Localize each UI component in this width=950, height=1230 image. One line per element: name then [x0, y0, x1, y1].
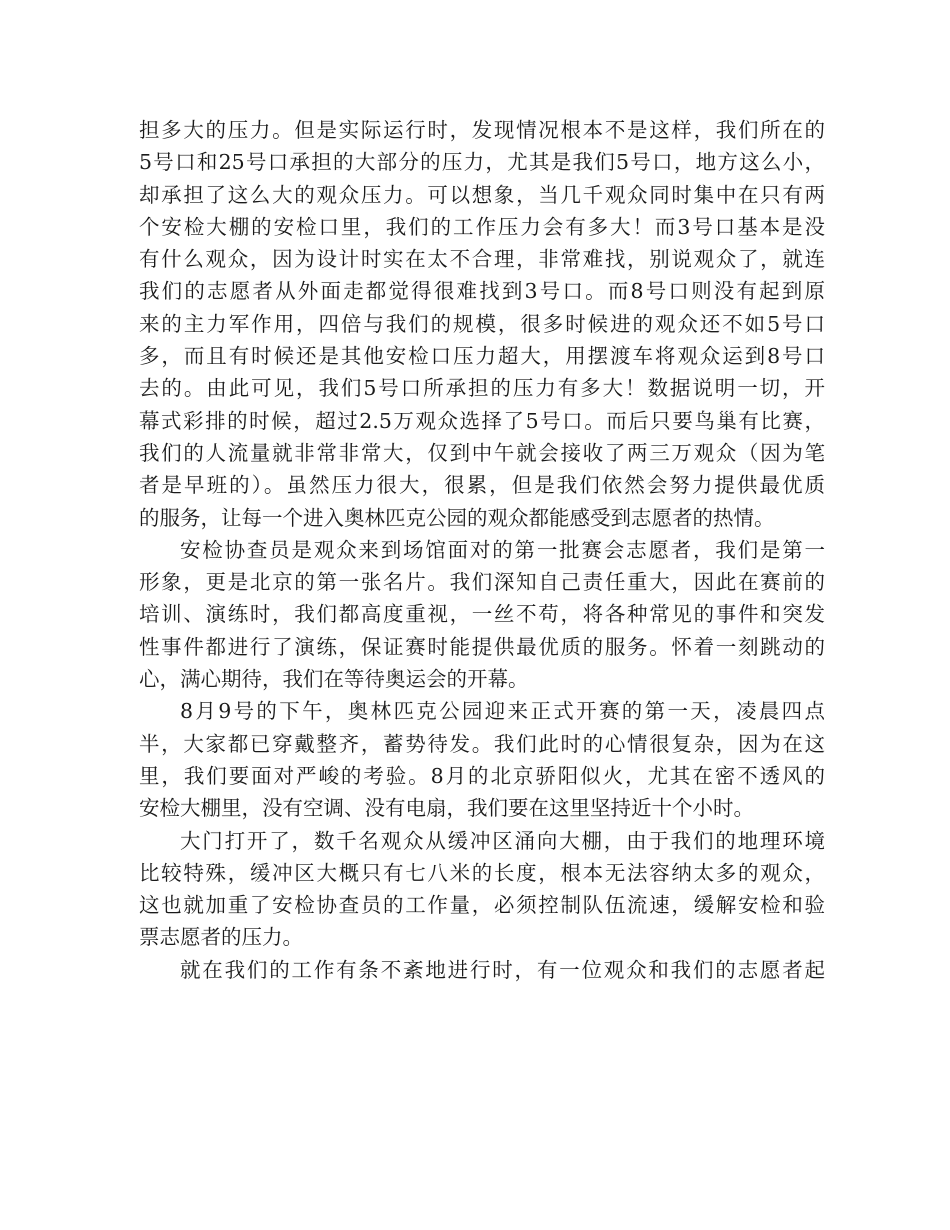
text-line: 安检大棚里，没有空调、没有电扇，我们要在这里坚持近十个小时。 — [139, 796, 754, 821]
text-line: 我们的志愿者从外面走都觉得很难找到3号口。而8号口则没有起到原 — [139, 279, 825, 304]
text-line: 5号口和25号口承担的大部分的压力，尤其是我们5号口，地方这么小， — [139, 150, 825, 175]
text-line: 个安检大棚的安检口里，我们的工作压力会有多大！而3号口基本是没 — [139, 214, 825, 239]
text-line: 这也就加重了安检协查员的工作量，必须控制队伍流速，缓解安检和验 — [139, 893, 825, 918]
text-line: 安检协查员是观众来到场馆面对的第一批赛会志愿者，我们是第一 — [180, 537, 825, 562]
text-line: 8月9号的下午，奥林匹克公园迎来正式开赛的第一天，凌晨四点 — [180, 699, 825, 724]
text-line: 比较特殊，缓冲区大概只有七八米的长度，根本无法容纳太多的观众， — [139, 860, 825, 885]
text-line: 去的。由此可见，我们5号口所承担的压力有多大！数据说明一切，开 — [139, 376, 825, 401]
text-line: 有什么观众，因为设计时实在太不合理，非常难找，别说观众了，就连 — [139, 247, 825, 272]
text-line: 我们的人流量就非常非常大，仅到中午就会接收了两三万观众（因为笔 — [139, 440, 825, 465]
text-line: 就在我们的工作有条不紊地进行时，有一位观众和我们的志愿者起 — [180, 957, 825, 982]
text-line: 者是早班的）。虽然压力很大，很累，但是我们依然会努力提供最优质 — [139, 473, 825, 498]
text-line: 多，而且有时候还是其他安检口压力超大，用摆渡车将观众运到8号口 — [139, 344, 825, 369]
text-line: 里，我们要面对严峻的考验。8月的北京骄阳似火，尤其在密不透风的 — [139, 763, 825, 788]
text-line: 却承担了这么大的观众压力。可以想象，当几千观众同时集中在只有两 — [139, 182, 825, 207]
text-line: 大门打开了，数千名观众从缓冲区涌向大棚，由于我们的地理环境 — [180, 828, 825, 853]
document-body-text — [139, 114, 825, 986]
text-line: 半，大家都已穿戴整齐，蓄势待发。我们此时的心情很复杂，因为在这 — [139, 731, 825, 756]
text-line: 培训、演练时，我们都高度重视，一丝不苟，将各种常见的事件和突发 — [139, 602, 825, 627]
text-line: 担多大的压力。但是实际运行时，发现情况根本不是这样，我们所在的 — [139, 118, 825, 142]
text-line: 形象，更是北京的第一张名片。我们深知自己责任重大，因此在赛前的 — [139, 570, 825, 595]
text-line: 的服务，让每一个进入奥林匹克公园的观众都能感受到志愿者的热情。 — [139, 505, 775, 530]
text-line: 来的主力军作用，四倍与我们的规模，很多时候进的观众还不如5号口 — [139, 311, 825, 336]
text-line: 性事件都进行了演练，保证赛时能提供最优质的服务。怀着一刻跳动的 — [139, 634, 825, 659]
text-line: 心，满心期待，我们在等待奥运会的开幕。 — [139, 667, 529, 692]
text-line: 幕式彩排的时候，超过2.5万观众选择了5号口。而后只要鸟巢有比赛， — [139, 408, 825, 433]
text-line: 票志愿者的压力。 — [139, 925, 303, 950]
